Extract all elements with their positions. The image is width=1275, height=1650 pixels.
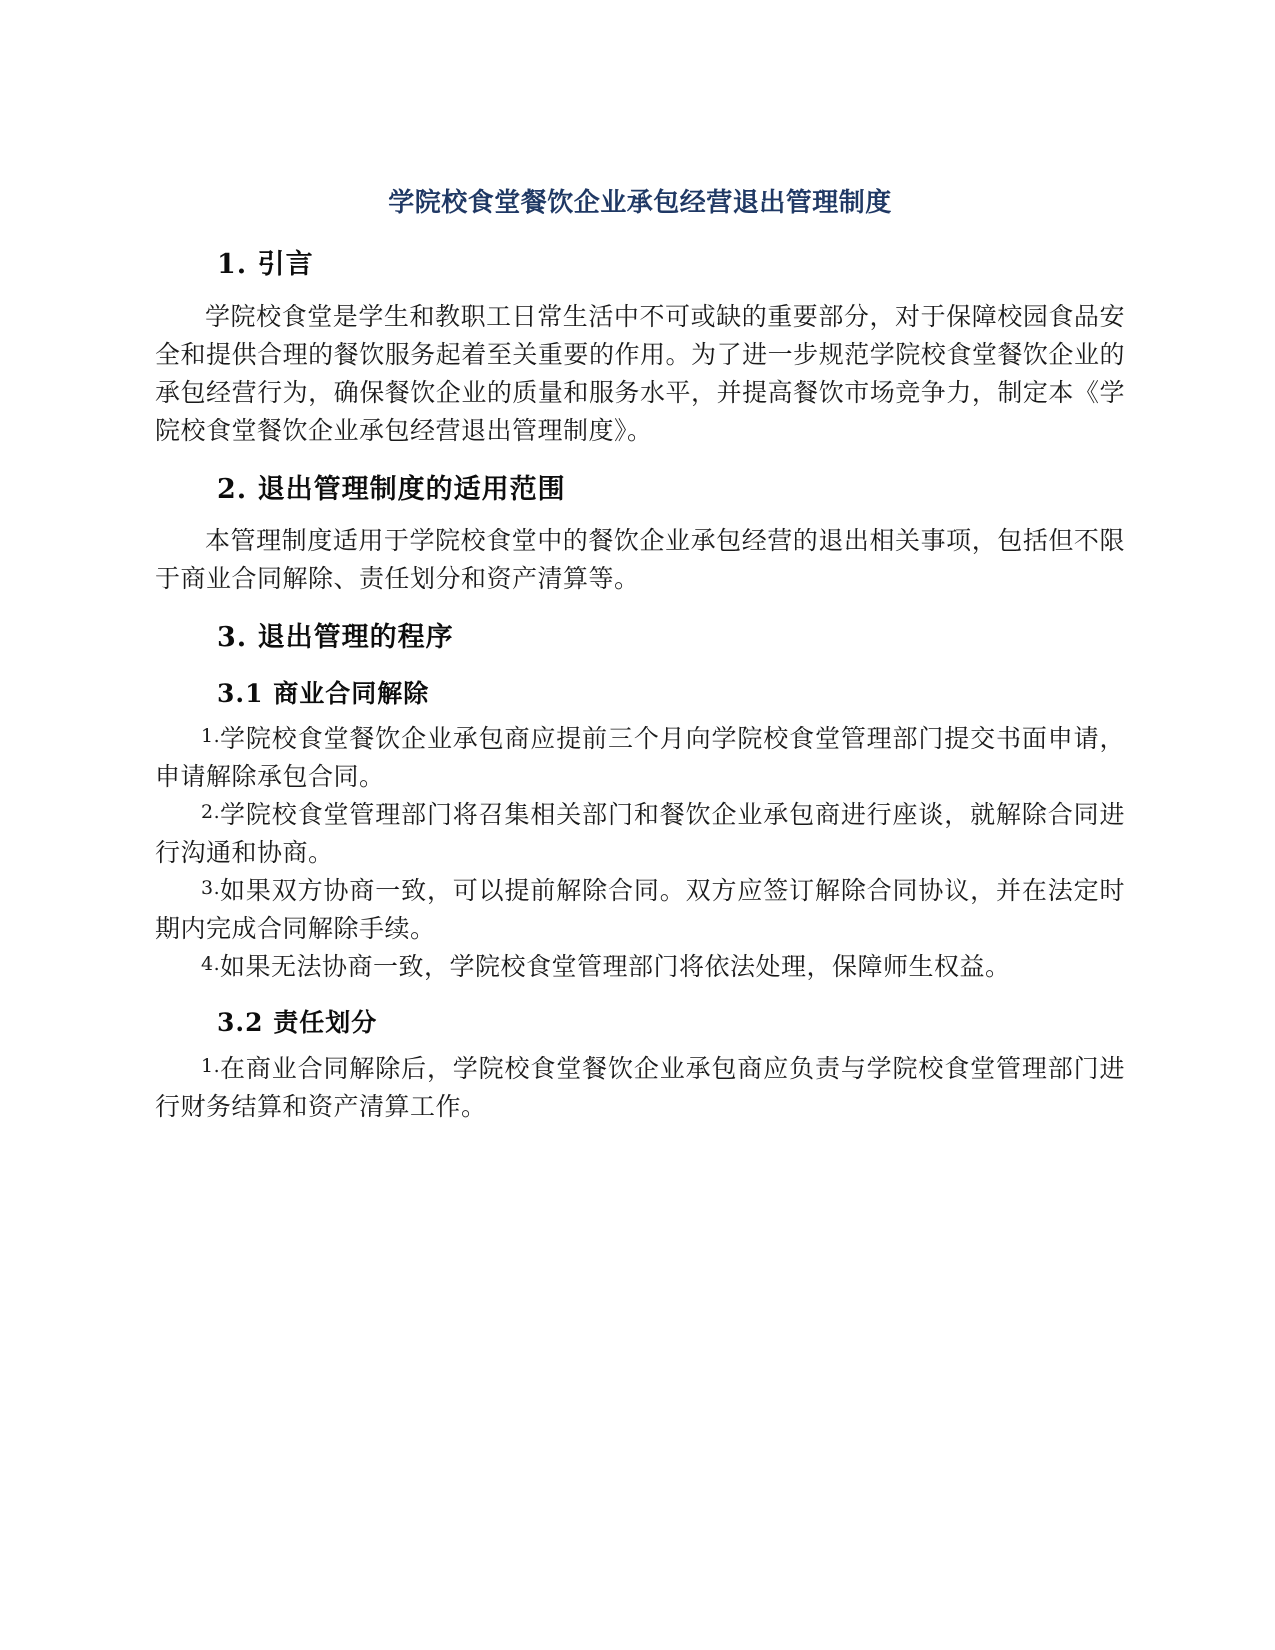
subsection-heading-3-1: 3.1 商业合同解除 bbox=[217, 678, 430, 708]
list-item: 如果无法协商一致，学院校食堂管理部门将依法处理，保障师生权益。 bbox=[220, 952, 1011, 982]
section-heading-1: 1. 引言 bbox=[217, 249, 314, 281]
document-title: 学院校食堂餐饮企业承包经营退出管理制度 bbox=[388, 188, 892, 218]
section-2-paragraph: 本管理制度适用于学院校食堂中的餐饮企业承包经营的退出相关事项，包括但不限于商业合同解除、责任划分和资产清算等。 bbox=[155, 526, 1125, 594]
section-heading-3: 3. 退出管理的程序 bbox=[217, 622, 454, 654]
list-item: 学院校食堂管理部门将召集相关部门和餐饮企业承包商进行座谈，就解除合同进行沟通和协商。 bbox=[155, 800, 1125, 868]
list-item: 如果双方协商一致，可以提前解除合同。双方应签订解除合同协议，并在法定时期内完成合同解除手续。 bbox=[155, 876, 1125, 944]
section-heading-2: 2. 退出管理制度的适用范围 bbox=[217, 473, 566, 505]
subsection-3-2-list bbox=[155, 1050, 1125, 1126]
subsection-3-1-list bbox=[155, 720, 1125, 986]
section-1-paragraph: 学院校食堂是学生和教职工日常生活中不可或缺的重要部分，对于保障校园食品安全和提供合理的餐饮服务起着至关重要的作用。为了进一步规范学院校食堂餐饮企业的承包经营行为，确保餐饮企业的质量和服务水平，并提高餐饮市场竞争力，制定本《学院校食堂餐饮企业承包经营退出管理制度》。 bbox=[155, 301, 1125, 445]
subsection-heading-3-2: 3.2 责任划分 bbox=[217, 1008, 378, 1038]
list-item: 在商业合同解除后，学院校食堂餐饮企业承包商应负责与学院校食堂管理部门进行财务结算和资产清算工作。 bbox=[155, 1054, 1125, 1122]
list-item: 学院校食堂餐饮企业承包商应提前三个月向学院校食堂管理部门提交书面申请，申请解除承包合同。 bbox=[155, 724, 1125, 792]
